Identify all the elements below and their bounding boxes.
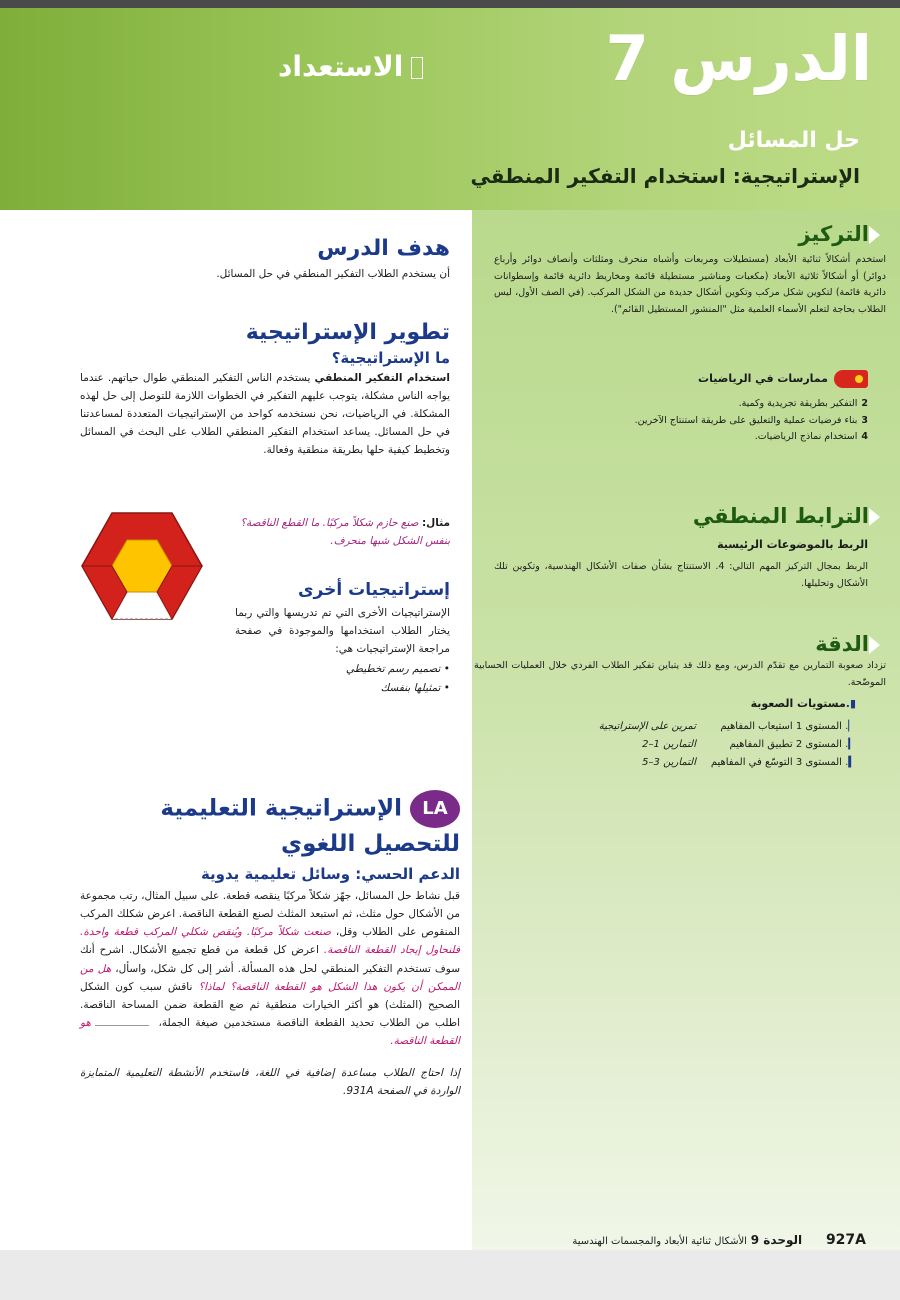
box-icon xyxy=(411,57,423,79)
la-body: قبل نشاط حل المسائل، جهّز شكلاً مركبًا ينقصه قطعة. على سبيل المثال، رتب مجموعة من الأشكال حول مثلث، ثم استبعد المثلث لصنع القطعة الناقصة. اعرض شكلك المركب المنقوص على الطلاب وقل، صنعت شكلاً مركبًا. ويُنقص شكلي المركب قطعة واحدة. فلنحاول إيجاد القطعة الناقصة. اعرض كل قطعة من قطع تجميع الأشكال. اشرح أنك سوف تستخدم التفكير المنطقي لحل هذه المسألة. أشر إلى كل شكل، واسأل، هل من الممكن أن يكون هذا الشكل هو القطعة الناقصة؟ لماذا؟ ناقش سبب كون الشكل الصحيح (المثلث) هو أكثر الخيارات منطقية ثم ضع القطعة ضمن المساحة الناقصة. اطلب من الطلاب تحديد القطعة الناقصة مستخدمين صيغة الجملة، هو القطعة الناقصة. xyxy=(80,890,461,1047)
list-item: 4استخدام نماذج الرياضيات. xyxy=(754,431,868,443)
other-strategies-section xyxy=(80,580,450,697)
coherence-section xyxy=(494,504,886,592)
level-header-cell: تمرين على الإستراتيجية xyxy=(598,721,696,733)
coherence-title: الترابط المنطقي xyxy=(494,504,886,528)
list-item: 2التفكير بطريقة تجريدية وكمية. xyxy=(738,398,868,409)
levels-table xyxy=(474,718,856,772)
other-strategies-text: الإستراتيجيات الأخرى التي تم تدريسها والتي ربما يختار الطلاب استخدامها والموجودة في صفحة مراجعة الإستراتيجيات هي: xyxy=(235,607,450,656)
level-cell: ▎. المستوى 2 تطبيق المفاهيم xyxy=(729,739,856,751)
practices-list xyxy=(508,396,868,446)
table-row xyxy=(474,754,856,772)
rigor-text: تزداد صعوبة التمارين مع تقدّم الدرس، ومع ذلك قد يتباين تفكير الطلاب الفردي خلال العمليات الحسابية الموضّحة. xyxy=(474,660,886,688)
top-bar xyxy=(0,0,900,8)
focus-text: استخدم أشكالاً ثنائية الأبعاد (مستطيلات ومربعات وأشباه منحرف ومثلثات وأنصاف دوائر وأرباع دوائر) أو أشكالاً ثلاثية الأبعاد (مكعبات ومناشير مستطيلة قائمة ومخاريط دائرية قائمة وإسطوانات دائرية قائمة) لتكوين شكل مركب وتكوين أشكال جديدة من الشكل المركب. (في الصف الأول، ليس الطلاب بحاجة لتعلم الأسماء العلمية مثل "المنشور المستطيل القائم"). xyxy=(494,254,886,315)
develop-title: تطوير الإستراتيجية xyxy=(245,320,450,345)
la-badge: LA xyxy=(410,790,460,828)
objective-title: هدف الدرس xyxy=(317,236,450,261)
lesson-header xyxy=(0,8,900,210)
list-item: 3بناء فرضيات عملية والتعليق على طريقة استنتاج الآخرين. xyxy=(634,414,868,426)
exercise-cell: التمارين 1–2 xyxy=(642,739,696,751)
rigor-section xyxy=(474,632,886,772)
lesson-strategy: الإستراتيجية: استخدام التفكير المنطقي xyxy=(470,164,860,188)
practices-title: ممارسات في الرياضيات xyxy=(508,370,868,388)
triangle-marker-icon xyxy=(869,226,880,244)
rigor-title: الدقة xyxy=(474,632,886,656)
list-item: • تصميم رسم تخطيطي xyxy=(345,663,450,676)
objective-section xyxy=(80,236,450,283)
la-title: LAالإستراتيجية التعليمية للتحصيل اللغوي xyxy=(80,790,460,861)
page-footer xyxy=(572,1232,866,1248)
lesson-subtitle: حل المسائل xyxy=(727,128,860,153)
other-strategies-list xyxy=(80,660,450,697)
coherence-subtitle: الربط بالموضوعات الرئيسية xyxy=(717,538,868,551)
triangle-marker-icon xyxy=(869,508,880,526)
develop-section xyxy=(80,320,450,459)
margin-note xyxy=(52,830,64,1130)
example-answer: بنفس الشكل شبها منحرف. xyxy=(330,535,450,548)
develop-text: استخدام التفكير المنطقي يستخدم الناس التفكير المنطقي طوال حياتهم. عندما يواجه الناس مشكلة، يتوجب عليهم التفكير في الخطوات اللازمة للتوصل إلى حل لهذه المشكلة. في الرياضيات، نحن نستخدمه كواحد من الإستراتيجيات المتعددة لمساعدتنا في حل المسائل. يساعد استخدام التفكير المنطقي الطلاب على البحث في المسائل وتخطيط كيفية حلها بطريقة منطقية وفعالة. xyxy=(80,372,450,457)
unit-title: الأشكال ثنائية الأبعاد والمجسمات الهندسية xyxy=(572,1236,747,1247)
unit-label: الوحدة 9 xyxy=(750,1233,803,1247)
example-text: مثال: صنع حازم شكلاً مركبًا. ما القطع الناقصة؟ xyxy=(240,517,450,529)
page-number: 927A xyxy=(825,1232,866,1248)
levels-icon: ▮. xyxy=(845,697,856,711)
table-row xyxy=(474,736,856,754)
what-strategy-title: ما الإستراتيجية؟ xyxy=(331,349,450,367)
exercise-cell: التمارين 3–5 xyxy=(642,757,696,769)
la-section xyxy=(80,790,460,1100)
practices-section xyxy=(508,370,868,446)
footer-strip xyxy=(0,1250,900,1300)
prep-label: الاستعداد xyxy=(278,50,423,83)
practice-badge-icon xyxy=(834,370,868,388)
coherence-text: الربط بمجال التركيز المهم التالي: 4. الاستنتاج بشأن صفات الأشكال الهندسية، وتكوين تلك الأشكال وتحليلها. xyxy=(494,561,868,589)
focus-section xyxy=(494,222,886,319)
example-block xyxy=(214,514,450,550)
focus-title: التركيز xyxy=(494,222,886,246)
table-row xyxy=(474,718,856,736)
la-subtitle: الدعم الحسي: وسائل تعليمية يدوية xyxy=(200,865,460,884)
blank-line xyxy=(95,1025,149,1026)
list-item: • تمثيلها بنفسك xyxy=(380,681,450,694)
la-note: إذا احتاج الطلاب مساعدة إضافية في اللغة، فاستخدم الأنشطة التعليمية المتمايزة الواردة في الصفحة 931A. xyxy=(80,1066,460,1097)
lesson-title: الدرس 7 xyxy=(605,22,872,95)
level-cell: ▏. المستوى 1 استيعاب المفاهيم xyxy=(720,721,856,733)
levels-title: ▮.مستويات الصعوبة xyxy=(750,697,856,711)
objective-text: أن يستخدم الطلاب التفكير المنطقي في حل المسائل. xyxy=(216,268,450,280)
triangle-marker-icon xyxy=(869,636,880,654)
level-cell: ▍. المستوى 3 التوسّع في المفاهيم xyxy=(710,757,856,769)
other-strategies-title: إستراتيجيات أخرى xyxy=(297,580,450,600)
